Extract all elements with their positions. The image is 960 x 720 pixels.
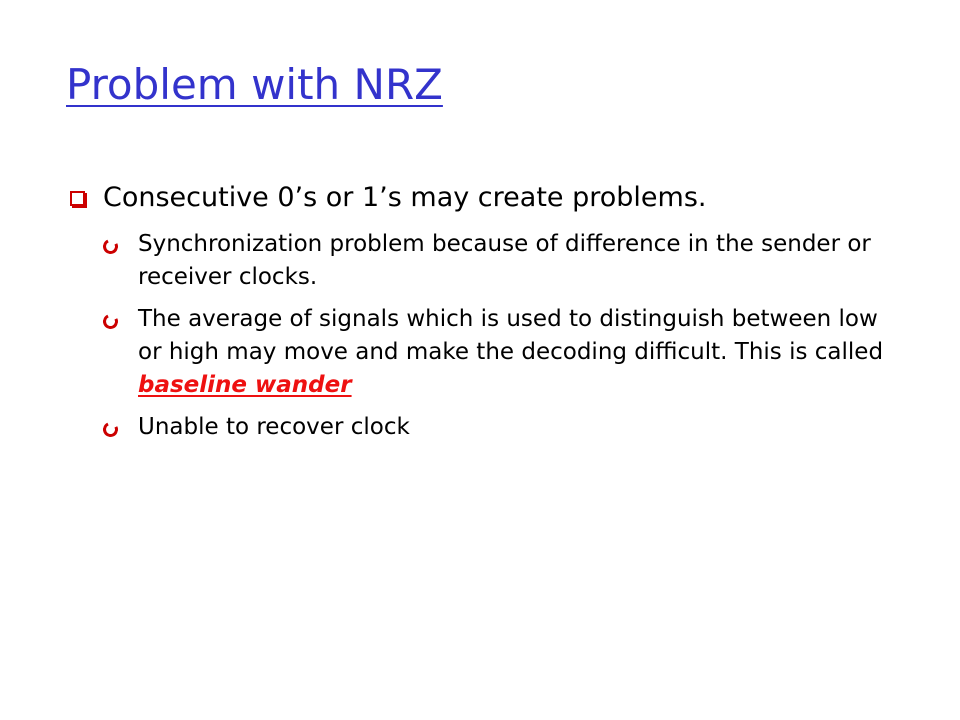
highlighted-term: baseline wander [138,372,352,398]
hollow-circle-bullet-icon [101,312,120,331]
subbullet-text: The average of signals which is used to distinguish between low or high may move and make the decoding difficult. This is called [138,306,884,365]
bullet-item-level1 [66,178,896,218]
subbullet-text: Unable to recover clock [138,414,410,440]
subbullet-item [66,228,896,294]
hollow-square-bullet-icon [70,191,85,206]
hollow-circle-bullet-icon [101,237,120,256]
subbullet-text: Synchronization problem because of difference in the sender or receiver clocks. [138,231,871,290]
bullet-text: Consecutive 0’s or 1’s may create problems. [103,182,707,213]
slide-title: Problem with NRZ [66,60,443,109]
subbullet-item [66,303,896,402]
hollow-circle-bullet-icon [101,420,120,439]
slide-content [66,178,896,453]
subbullet-item [66,411,896,444]
